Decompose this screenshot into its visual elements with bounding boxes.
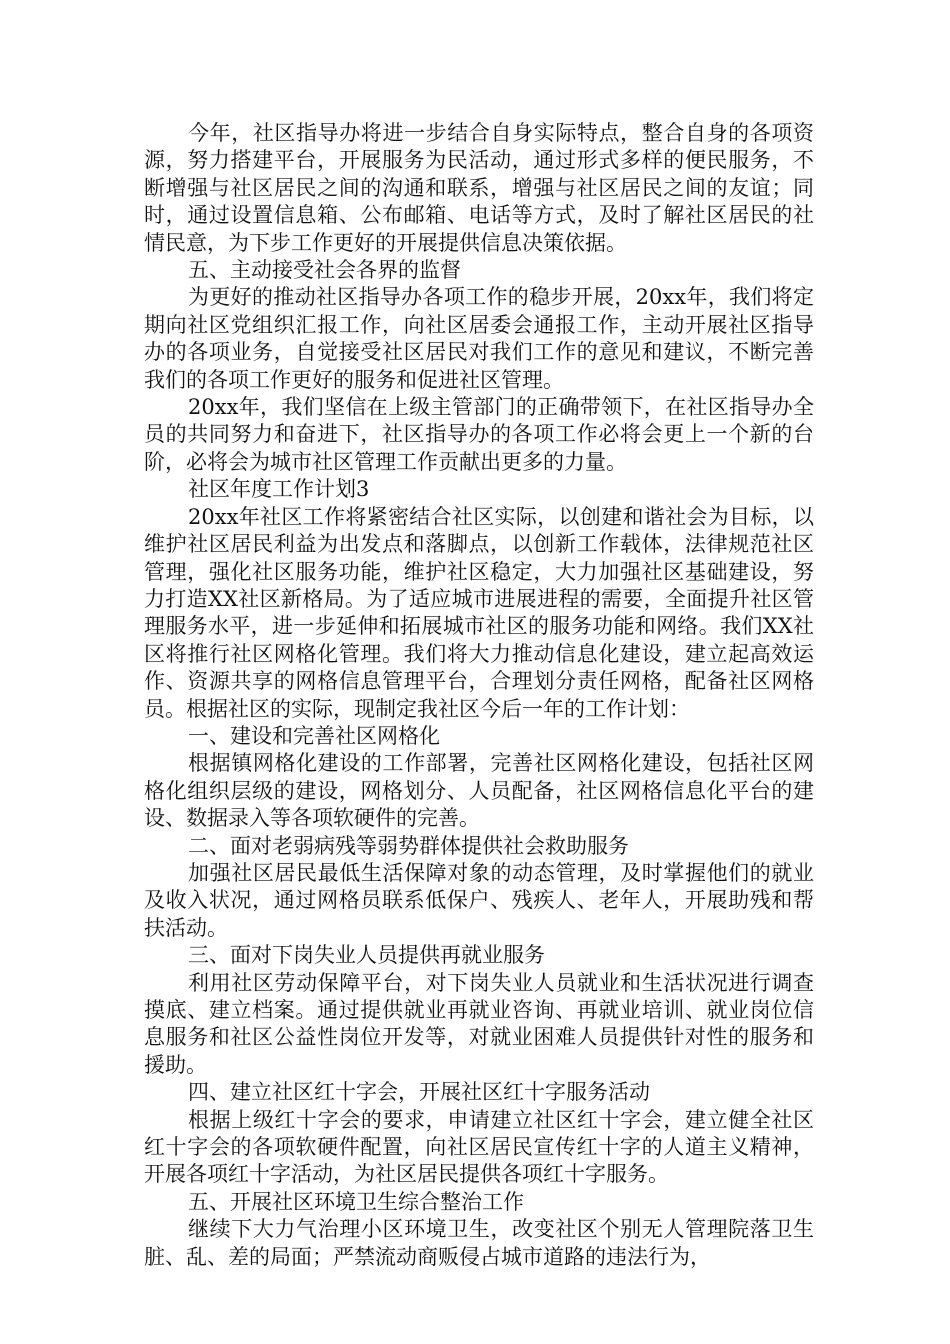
document-subtitle: 社区年度工作计划3 bbox=[188, 477, 370, 502]
paragraph-1: 今年，社区指导办将进一步结合自身实际特点，整合自身的各项资源，努力搭建平台，开展服务为民活动，通过形式多样的便民服务，不断增强与社区居民之间的沟通和联系，增强与社区居民之间的友谊；同时，通过设置信息箱、公布邮箱、电话等方式，及时了解社区居民的社情民意，为下步工作更好的开展提供信息决策依据。 bbox=[144, 121, 814, 255]
paragraph-9: 继续下大力气治理小区环境卫生，改变社区个别无人管理院落卫生脏、乱、差的局面；严禁流动商贩侵占城市道路的违法行为， bbox=[144, 1217, 814, 1269]
paragraph-7: 利用社区劳动保障平台，对下岗失业人员就业和生活状况进行调查摸底、建立档案。通过提供就业再就业咨询、再就业培训、就业岗位信息服务和社区公益性岗位开发等，对就业困难人员提供针对性的服务和援助。 bbox=[144, 970, 814, 1077]
paragraph-2: 为更好的推动社区指导办各项工作的稳步开展，20xx年，我们将定期向社区党组织汇报工作，向社区居委会通报工作，主动开展社区指导办的各项业务，自觉接受社区居民对我们工作的意见和建议，不断完善我们的各项工作更好的服务和促进社区管理。 bbox=[144, 285, 814, 392]
section-heading-3-reemployment: 三、面对下岗失业人员提供再就业服务 bbox=[188, 943, 545, 968]
section-heading-4-red-cross: 四、建立社区红十字会，开展社区红十字服务活动 bbox=[188, 1080, 650, 1105]
section-heading-2-assistance: 二、面对老弱病残等弱势群体提供社会救助服务 bbox=[188, 833, 629, 858]
document-body bbox=[144, 120, 814, 1271]
section-heading-5-supervision: 五、主动接受社会各界的监督 bbox=[188, 258, 461, 283]
paragraph-6: 加强社区居民最低生活保障对象的动态管理，及时掌握他们的就业及收入状况，通过网格员联系低保户、残疾人、老年人，开展助残和帮扶活动。 bbox=[144, 860, 814, 940]
paragraph-5: 根据镇网格化建设的工作部署，完善社区网格化建设，包括社区网格化组织层级的建设，网格划分、人员配备，社区网格信息化平台的建设、数据录入等各项软硬件的完善。 bbox=[144, 751, 814, 831]
paragraph-8: 根据上级红十字会的要求，申请建立社区红十字会，建立健全社区红十字会的各项软硬件配置，向社区居民宣传红十字的人道主义精神，开展各项红十字活动，为社区居民提供各项红十字服务。 bbox=[144, 1107, 814, 1187]
section-heading-5-environment: 五、开展社区环境卫生综合整治工作 bbox=[188, 1189, 524, 1214]
paragraph-3: 20xx年，我们坚信在上级主管部门的正确带领下，在社区指导办全员的共同努力和奋进下，社区指导办的各项工作必将会更上一个新的台阶，必将会为城市社区管理工作贡献出更多的力量。 bbox=[144, 395, 814, 474]
section-heading-1-grid: 一、建设和完善社区网格化 bbox=[188, 723, 440, 748]
paragraph-4: 20xx年社区工作将紧密结合社区实际，以创建和谐社会为目标，以维护社区居民利益为出发点和落脚点，以创新工作载体，法律规范社区管理，强化社区服务功能，维护社区稳定，大力加强社区基础建设，努力打造XX社区新格局。为了适应城市进展进程的需要，全面提升社区管理服务水平，进一步延伸和拓展城市社区的服务功能和网络。我们XX社区将推行社区网格化管理。我们将大力推动信息化建设，建立起高效运作、资源共享的网格信息管理平台，合理划分责任网格，配备社区网格员。根据社区的实际，现制定我社区今后一年的工作计划： bbox=[144, 504, 814, 721]
